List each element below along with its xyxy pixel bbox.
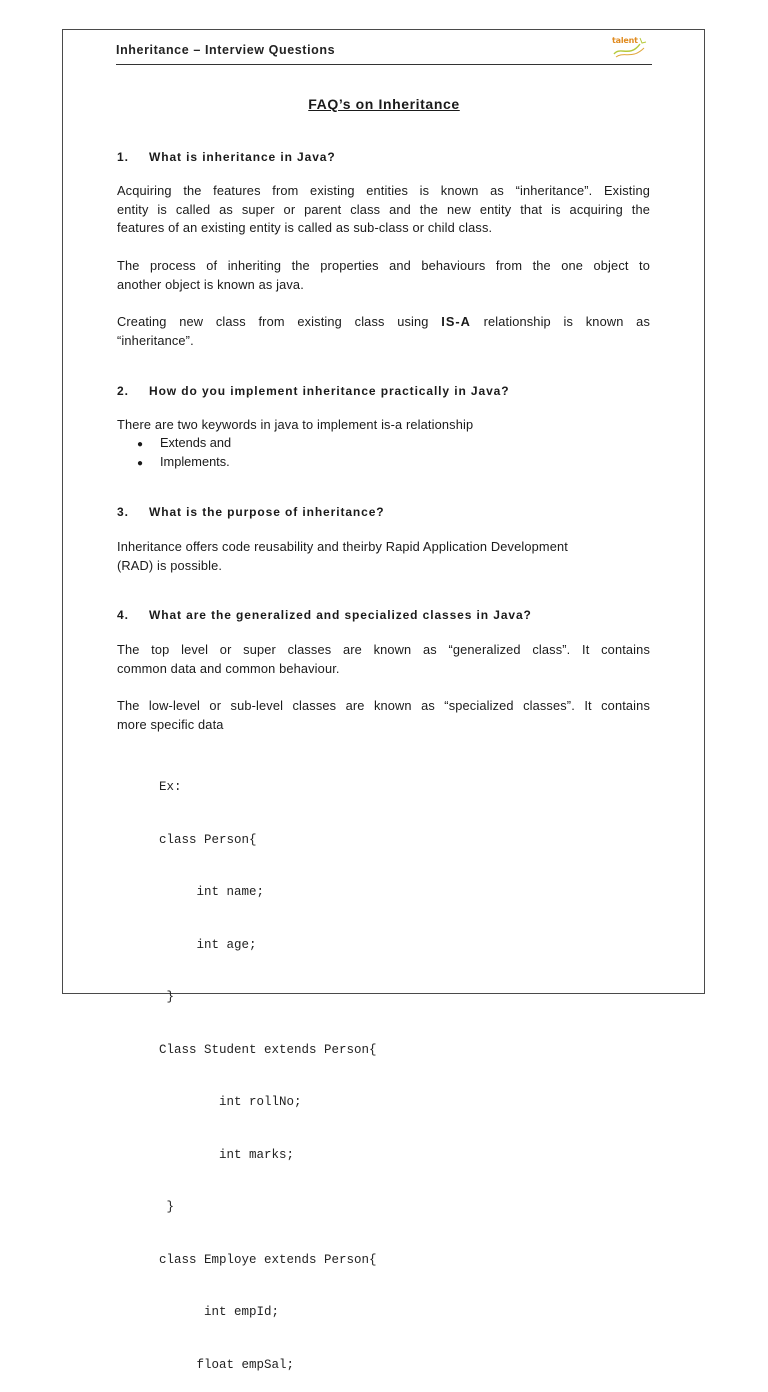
paragraph-line: entity is called as super or parent class and the new entity that is acquiring the — [117, 201, 650, 217]
paragraph-line: The process of inheriting the properties and behaviours from the one object to — [117, 258, 650, 273]
paragraph-line: another object is known as java. — [117, 276, 304, 292]
logo-text: talent — [612, 36, 638, 45]
question-text: What are the generalized and specialized classes in Java? — [149, 608, 532, 622]
bullet-icon: ● — [137, 458, 144, 469]
code-line: Ex: — [159, 780, 182, 794]
bullet-icon: ● — [137, 439, 144, 450]
question-text: What is the purpose of inheritance? — [149, 505, 385, 519]
paragraph-line: more specific data — [117, 716, 224, 732]
paragraph-text: Creating new class from existing class using — [117, 314, 442, 329]
document-title: FAQ’s on Inheritance — [308, 96, 460, 112]
paragraph-text: relationship is known as — [470, 314, 650, 329]
question-3-heading — [117, 505, 385, 519]
paragraph-line: Acquiring the features from existing entities is known as “inheritance”. Existing — [117, 183, 650, 198]
paragraph-line: The top level or super classes are known as “generalized class”. It contains — [117, 642, 650, 657]
paragraph-line: features of an existing entity is called as sub-class or child class. — [117, 220, 493, 235]
bullet-item — [137, 453, 230, 474]
paragraph-line: Inheritance offers code reusability and theirby Rapid Application Development — [117, 539, 568, 554]
question-2-heading — [117, 384, 509, 398]
question-number: 3. — [117, 505, 129, 519]
page-header — [116, 36, 652, 65]
paragraph-line: common data and common behaviour. — [117, 660, 340, 676]
q2-intro — [117, 416, 650, 435]
q3-paragraph — [117, 538, 650, 575]
code-example — [159, 744, 377, 1392]
paragraph-line: “inheritance”. — [117, 332, 194, 348]
code-line: } — [159, 990, 175, 1004]
code-line: } — [159, 1200, 175, 1214]
code-line: int empId; — [159, 1305, 280, 1319]
paragraph-line — [117, 313, 650, 332]
question-number: 1. — [117, 150, 129, 164]
code-line: int marks; — [159, 1147, 295, 1162]
question-text: What is inheritance in Java? — [149, 150, 336, 164]
bullet-text: Extends and — [160, 435, 232, 450]
q4-paragraph-2 — [117, 697, 650, 734]
question-1-heading — [117, 150, 336, 164]
q1-paragraph-2 — [117, 257, 650, 294]
question-number: 2. — [117, 384, 129, 398]
paragraph-line: There are two keywords in java to implement is-a relationship — [117, 417, 474, 432]
code-line: Class Student extends Person{ — [159, 1042, 377, 1057]
bullet-text: Implements. — [160, 454, 230, 469]
is-a-keyword: IS-A — [441, 314, 471, 329]
question-4-heading — [117, 608, 532, 622]
code-line: int rollNo; — [159, 1095, 302, 1109]
paragraph-line: (RAD) is possible. — [117, 557, 223, 573]
bullet-item — [137, 434, 231, 455]
header-title: Inheritance – Interview Questions — [116, 43, 336, 57]
q1-paragraph-1 — [117, 182, 650, 238]
talent-sprint-logo — [610, 34, 648, 60]
code-line: float empSal; — [159, 1357, 295, 1372]
code-line: int age; — [159, 937, 257, 952]
question-text: How do you implement inheritance practically in Java? — [149, 384, 510, 398]
q4-paragraph-1 — [117, 641, 650, 678]
code-line: class Person{ — [159, 832, 257, 847]
q1-paragraph-3 — [117, 313, 650, 350]
code-line: class Employe extends Person{ — [159, 1252, 377, 1267]
question-number: 4. — [117, 608, 129, 622]
paragraph-line: The low-level or sub-level classes are known as “specialized classes”. It contains — [117, 698, 650, 713]
code-line: int name; — [159, 885, 265, 899]
